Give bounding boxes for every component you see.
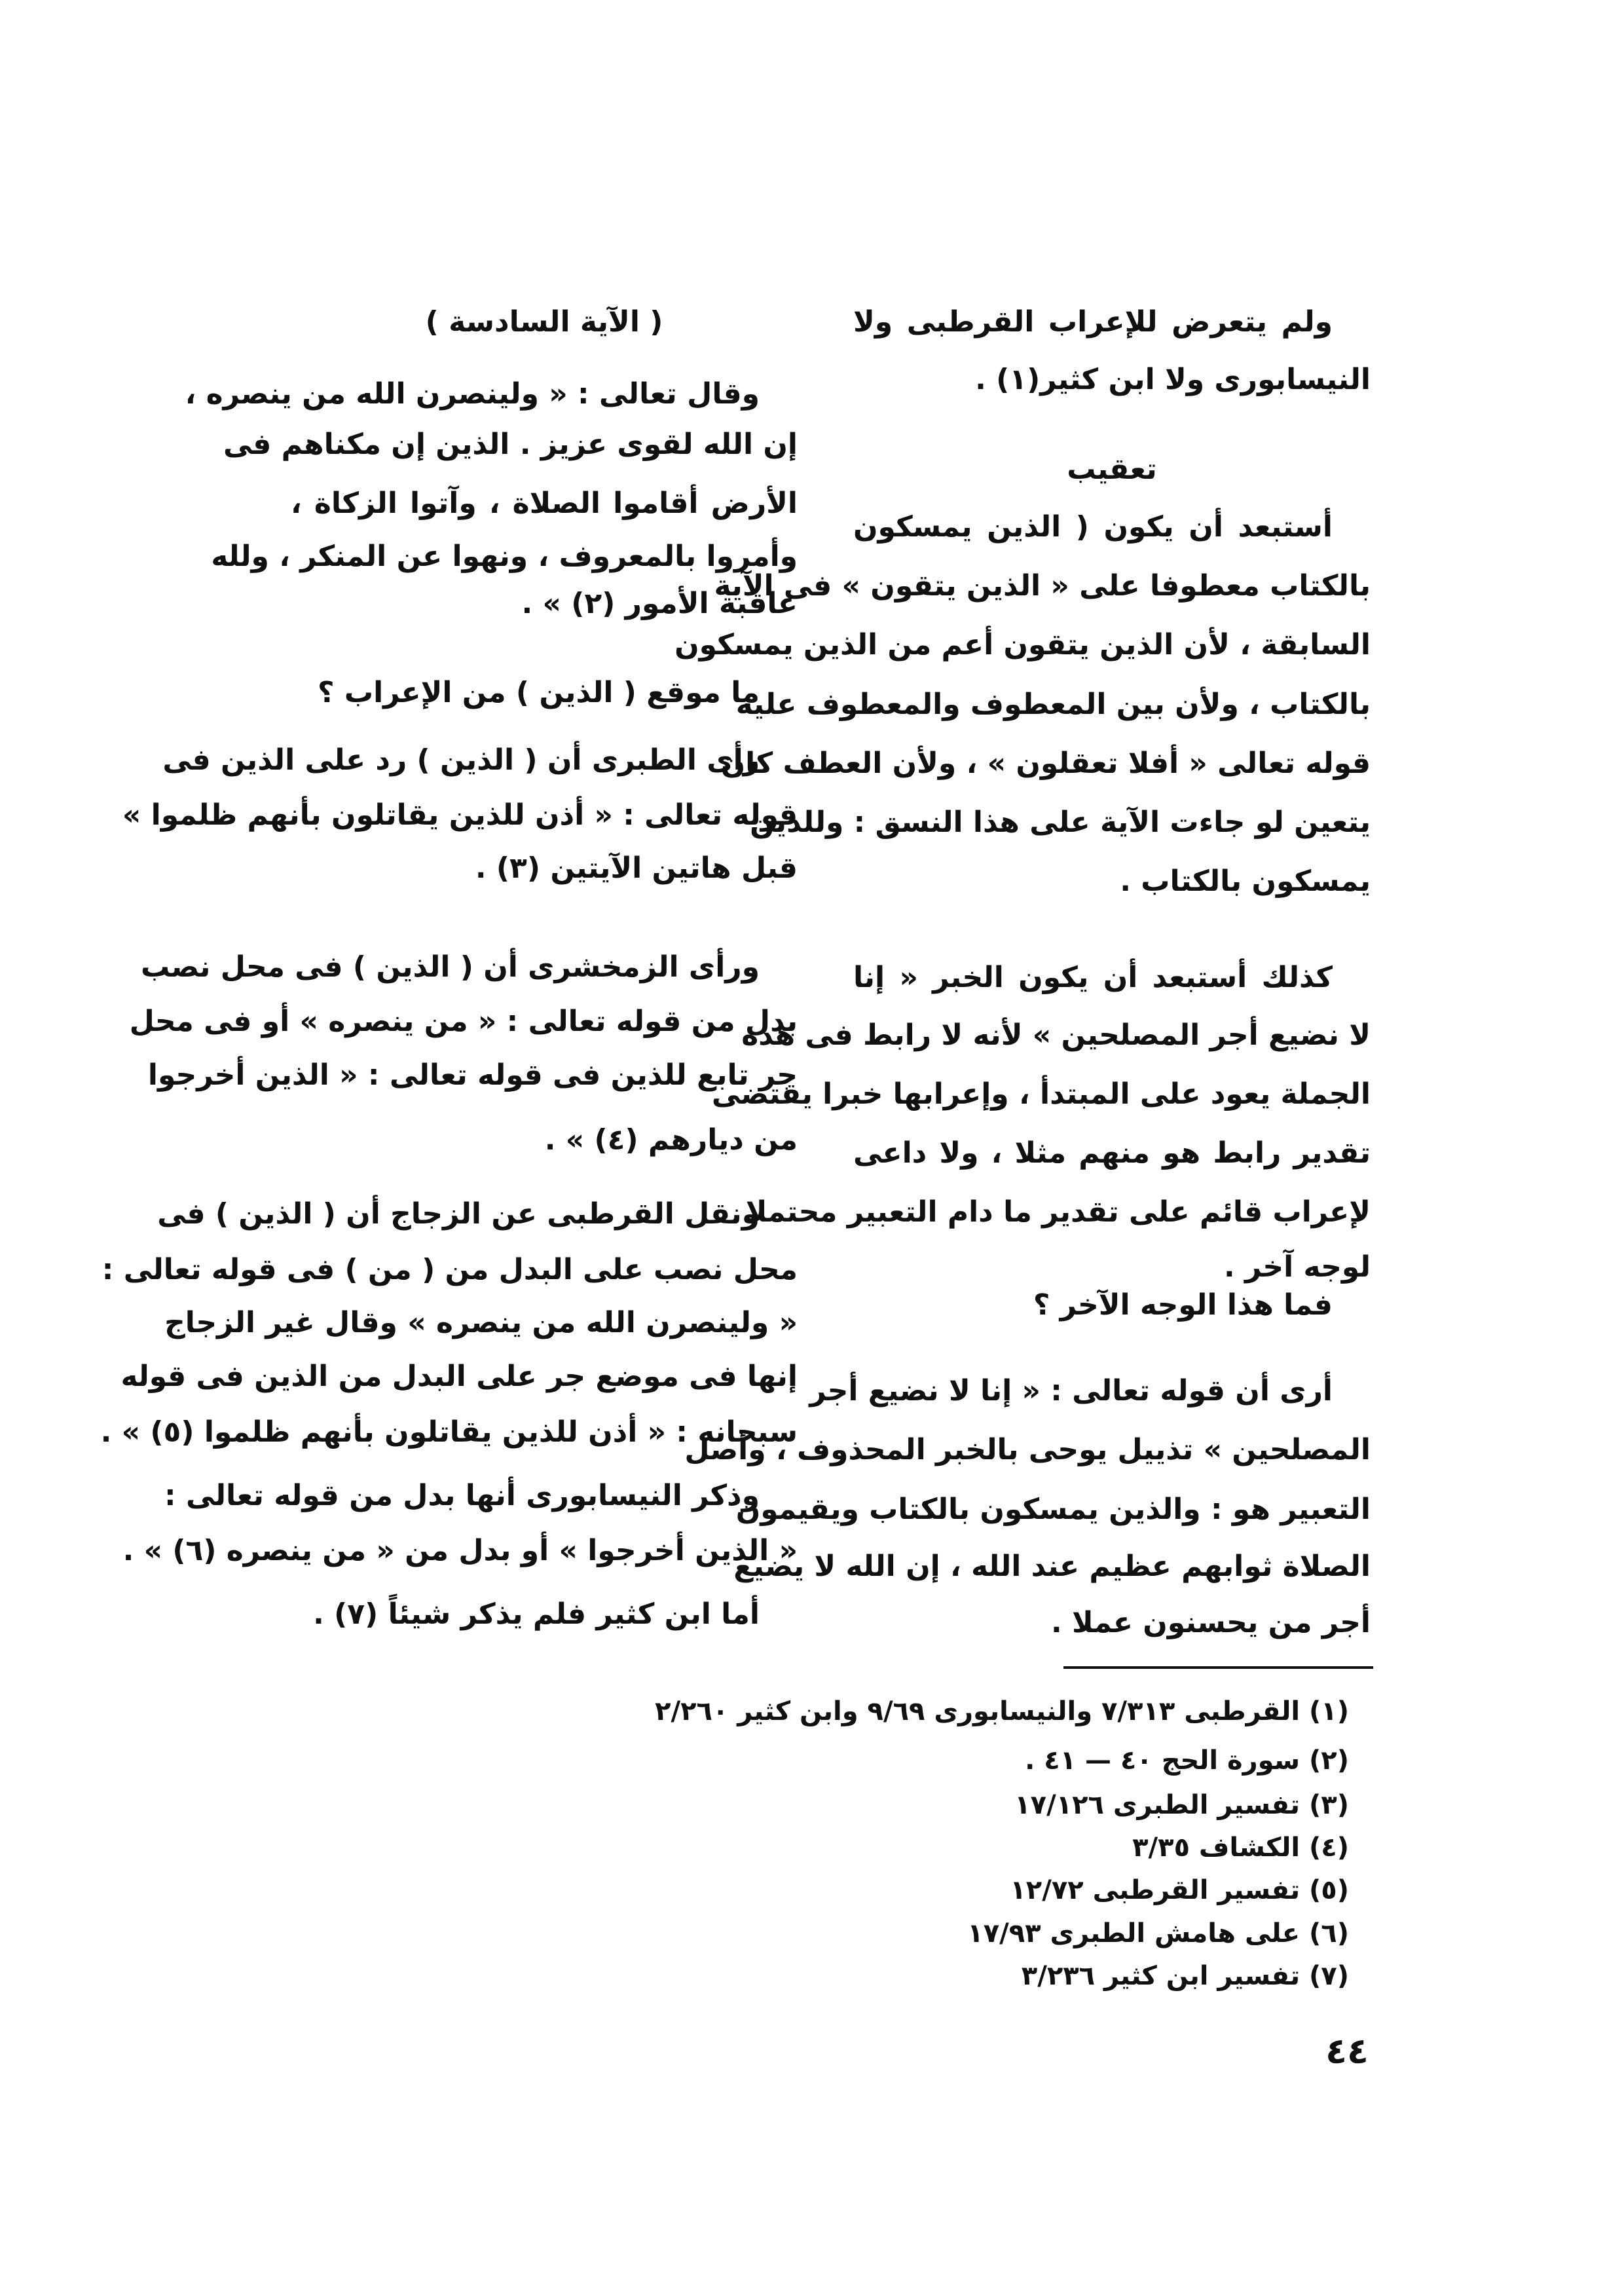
text-line: أرى أن قوله تعالى : « إنا لا نضيع أجر — [809, 1374, 1333, 1408]
question-line: فما هذا الوجه الآخر ؟ — [1033, 1288, 1333, 1322]
text-line: ولم يتعرض للإعراب القرطبى ولا — [853, 305, 1333, 339]
text-line: عاقبة الأمور (٢) » . — [521, 587, 798, 620]
text-line: وقال تعالى : « ولينصرن الله من ينصره ، — [185, 377, 760, 411]
text-line: لإعراب قائم على تقدير ما دام التعبير محتملا — [745, 1195, 1371, 1229]
text-line: لوجه آخر . — [1223, 1250, 1371, 1284]
text-line: قبل هاتين الآيتين (٣) . — [475, 851, 798, 885]
text-line: النيسابورى ولا ابن كثير(١) . — [975, 363, 1371, 396]
text-line: كذلك أستبعد أن يكون الخبر « إنا — [853, 961, 1333, 994]
text-line: السابقة ، لأن الذين يتقون أعم من الذين يمسكون — [674, 628, 1371, 662]
text-line: سبحانه : « أذن للذين يقاتلون بأنهم ظلموا (٥) » . — [100, 1415, 798, 1449]
footnote: (٥) تفسير القرطبى ١٢/٧٢ — [1010, 1875, 1349, 1905]
footnote: (٤) الكشاف ٣/٣٥ — [1132, 1833, 1349, 1863]
text-line: يتعين لو جاءت الآية على هذا النسق : وللذين — [749, 806, 1371, 839]
text-line: بدل من قوله تعالى : « من ينصره » أو فى محل — [129, 1005, 798, 1038]
text-line: المصلحين » تذييل يوحى بالخبر المحذوف ، وأصل — [684, 1433, 1371, 1466]
text-line: ورأى الزمخشرى أن ( الذين ) فى محل نصب — [140, 950, 760, 984]
text-line: « الذين أخرجوا » أو بدل من « من ينصره (٦) » . — [122, 1534, 798, 1567]
text-line: وأمروا بالمعروف ، ونهوا عن المنكر ، ولله — [211, 540, 798, 573]
text-line: قوله تعالى « أفلا تعقلون » ، ولأن العطف كان — [720, 747, 1371, 780]
text-line: قوله تعالى : « أذن للذين يقاتلون بأنهم ظلموا » — [122, 798, 798, 832]
footnote: (٦) على هامش الطبرى ١٧/٩٣ — [967, 1918, 1349, 1949]
question-line: ما موقع ( الذين ) من الإعراب ؟ — [318, 676, 760, 709]
footnote: (١) القرطبى ٧/٣١٣ والنيسابورى ٩/٦٩ وابن كثير ٢/٢٦٠ — [655, 1696, 1349, 1726]
text-line: أما ابن كثير فلم يذكر شيئاً (٧) . — [313, 1597, 760, 1631]
text-line: جر تابع للذين فى قوله تعالى : « الذين أخرجوا — [147, 1058, 798, 1092]
section-heading: تعقيب — [1067, 453, 1157, 486]
text-line: ونقل القرطبى عن الزجاج أن ( الذين ) فى — [157, 1197, 760, 1231]
text-line: من ديارهم (٤) » . — [544, 1123, 798, 1157]
text-line: الصلاة ثوابهم عظيم عند الله ، إن الله لا يضيع — [733, 1550, 1371, 1583]
section-heading: ( الآية السادسة ) — [425, 305, 663, 339]
text-line: أستبعد أن يكون ( الذين يمسكون — [853, 510, 1333, 544]
text-line: لا نضيع أجر المصلحين » لأنه لا رابط فى هذه — [741, 1018, 1371, 1052]
text-line: وذكر النيسابورى أنها بدل من قوله تعالى : — [164, 1479, 760, 1512]
footnote: (٢) سورة الحج ٤٠ — ٤١ . — [1025, 1745, 1349, 1776]
footnote-divider — [1063, 1666, 1373, 1669]
page-number: ٤٤ — [1325, 2030, 1369, 2072]
text-line: بالكتاب معطوفا على « الذين يتقون » فى الآية — [714, 569, 1371, 603]
text-line: الجملة يعود على المبتدأ ، وإعرابها خبرا يقتضى — [711, 1077, 1371, 1111]
footnote: (٧) تفسير ابن كثير ٣/٢٣٦ — [1021, 1961, 1349, 1991]
text-line: « ولينصرن الله من ينصره » وقال غير الزجاج — [164, 1306, 798, 1339]
text-line: التعبير هو : والذين يمسكون بالكتاب ويقيمون — [735, 1493, 1371, 1526]
text-line: الأرض أقاموا الصلاة ، وآتوا الزكاة ، — [291, 487, 798, 520]
text-line: رأى الطبرى أن ( الذين ) رد على الذين فى — [162, 743, 760, 777]
text-line: محل نصب على البدل من ( من ) فى قوله تعالى : — [101, 1253, 798, 1286]
text-line: تقدير رابط هو منهم مثلا ، ولا داعى — [853, 1136, 1371, 1170]
footnote: (٣) تفسير الطبرى ١٧/١٢٦ — [1014, 1790, 1349, 1820]
text-line: أجر من يحسنون عملا . — [1050, 1606, 1371, 1639]
text-line: بالكتاب ، ولأن بين المعطوف والمعطوف عليه — [735, 688, 1371, 721]
text-line: إن الله لقوى عزيز . الذين إن مكناهم فى — [223, 428, 798, 461]
text-line: يمسكون بالكتاب . — [1120, 865, 1371, 898]
text-line: إنها فى موضع جر على البدل من الذين فى قوله — [120, 1360, 798, 1393]
